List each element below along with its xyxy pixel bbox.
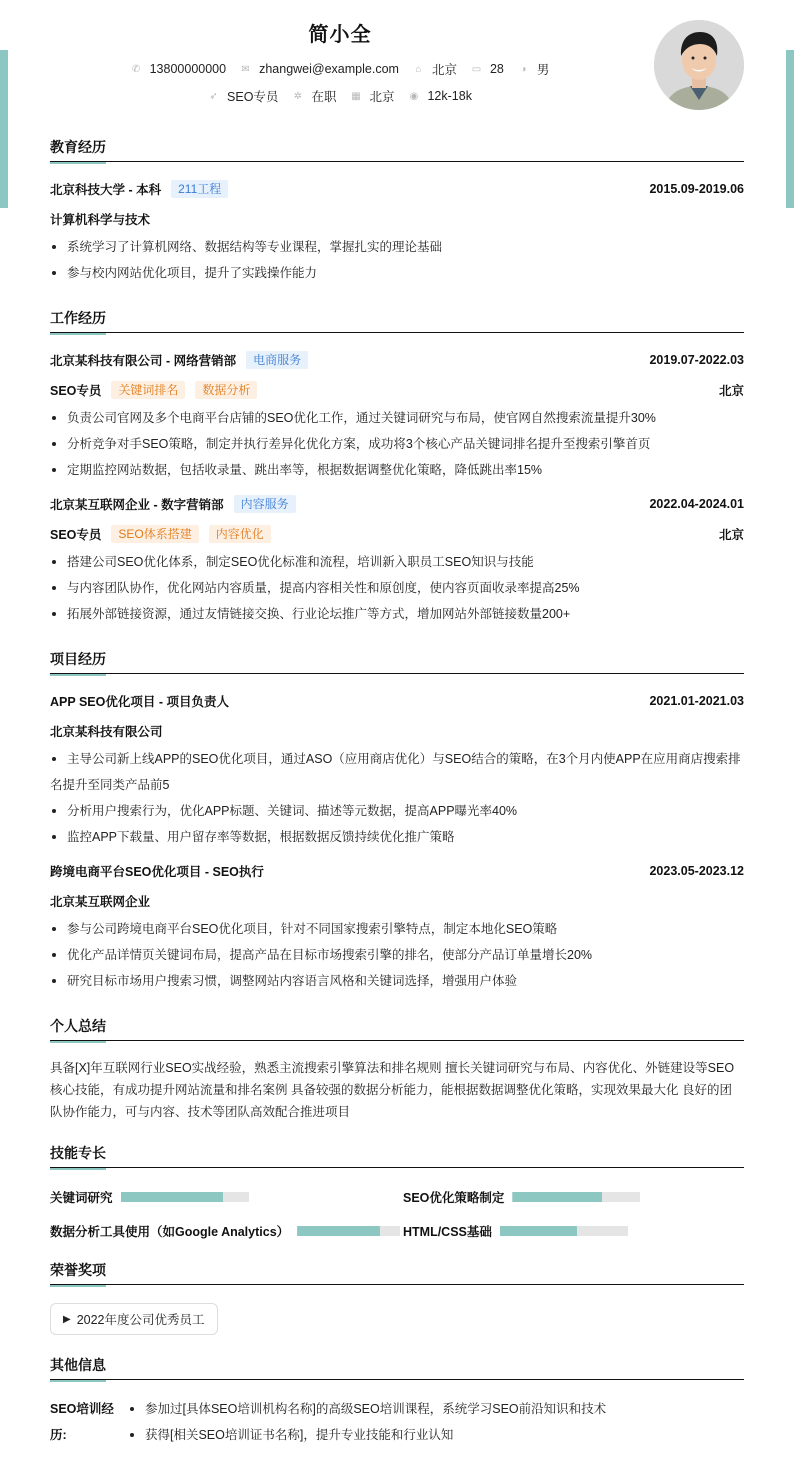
summary-text: 具备[X]年互联网行业SEO实战经验，熟悉主流搜索引擎算法和排名规则 擅长关键词研究与布局、内容优化、外链建设等SEO核心技能，有成功提升网站流量和排名案例 具备较强的数据分析能力，能根据数据调整优化策略，实现效果最大化 良好的团队协作能力，可与内容、技术等团队高效配合推进项目 (50, 1061, 735, 1119)
job-period: 2022.04-2024.01 (649, 497, 744, 511)
phone-icon: ✆ (131, 63, 141, 75)
list-item: 获得[相关SEO培训证书名称]，提升专业技能和行业认知 (128, 1422, 606, 1448)
project-name: APP SEO优化项目 - 项目负责人 (50, 695, 229, 709)
list-item: 系统学习了计算机网络、数据结构等专业课程，掌握扎实的理论基础 (50, 234, 744, 260)
list-item: 监控APP下载量、用户留存率等数据，根据数据反馈持续优化推广策略 (50, 824, 744, 850)
job-role-row (50, 521, 744, 547)
section-title: 其他信息 (50, 1355, 744, 1380)
resume-page (50, 0, 744, 1448)
age-item (471, 62, 504, 76)
status-icon: ✲ (293, 90, 303, 102)
education-section (50, 137, 744, 286)
skills-section (50, 1143, 744, 1242)
salary-text: 12k-18k (427, 89, 472, 103)
section-title: 技能专长 (50, 1143, 744, 1168)
gender-icon: ◑ (520, 63, 527, 75)
email-item (240, 62, 399, 76)
other-info (50, 1396, 744, 1448)
contact-row-2 (50, 87, 630, 105)
phone-item (131, 62, 226, 76)
work-section (50, 308, 744, 627)
gender-text: 男 (536, 63, 550, 77)
job-text: SEO专员 (227, 90, 279, 104)
project-company-row (50, 718, 744, 744)
skill-name: 数据分析工具使用（如Google Analytics） (50, 1225, 290, 1239)
skill-tag: 数据分析 (195, 381, 257, 399)
skill-item (403, 1220, 744, 1242)
gender-item (518, 60, 550, 78)
list-item: 负责公司官网及多个电商平台店铺的SEO优化工作，通过关键词研究与布局，使官网自然搜索流量提升30% (50, 405, 744, 431)
project-header-row (50, 858, 744, 884)
skill-item (50, 1186, 403, 1208)
list-item: 主导公司新上线APP的SEO优化项目，通过ASO（应用商店优化）与SEO结合的策略，在3个月内使APP在应用商店搜索排名提升至同类产品前5 (50, 746, 744, 798)
job-header-row (50, 347, 744, 373)
job-location: 北京 (718, 384, 744, 398)
section-title: 教育经历 (50, 137, 744, 162)
salary-icon: ◉ (409, 90, 419, 102)
education-header-row (50, 176, 744, 202)
skill-name: 关键词研究 (50, 1191, 113, 1205)
section-title: 工作经历 (50, 308, 744, 333)
award-item[interactable] (50, 1303, 218, 1335)
skill-fill (500, 1226, 577, 1236)
skill-tag: 关键词排名 (111, 381, 185, 399)
resume-header (50, 0, 744, 125)
list-item: 研究目标市场用户搜索习惯，调整网站内容语言风格和关键词选择，增强用户体验 (50, 968, 744, 994)
school-tag: 211工程 (171, 180, 228, 198)
skill-tag: 内容优化 (209, 525, 271, 543)
status-item (292, 87, 336, 105)
job-location: 北京 (718, 528, 744, 542)
hometown-text: 北京 (431, 63, 457, 77)
list-item: 搭建公司SEO优化体系，制定SEO优化标准和流程，培训新入职员工SEO知识与技能 (50, 549, 744, 575)
job-item (208, 87, 278, 105)
home-icon: ⌂ (415, 63, 422, 75)
age-text: 28 (489, 62, 504, 76)
section-title: 个人总结 (50, 1016, 744, 1041)
list-item: 与内容团队协作，优化网站内容质量，提高内容相关性和原创度，使内容页面收录率提高25% (50, 575, 744, 601)
skills-grid (50, 1186, 744, 1242)
job-role: SEO专员 (50, 384, 102, 398)
list-item: 参与校内网站优化项目，提升了实践操作能力 (50, 260, 744, 286)
company-name: 北京某科技有限公司 - 网络营销部 (50, 354, 237, 368)
avatar-portrait-icon (654, 20, 744, 110)
awards-section (50, 1260, 744, 1335)
job-role-row (50, 377, 744, 403)
skill-bar (297, 1226, 400, 1236)
project-company-row (50, 888, 744, 914)
skill-bar (500, 1226, 628, 1236)
left-accent-bar (0, 50, 8, 208)
age-icon: ▭ (471, 63, 482, 75)
candidate-name: 简小全 (308, 24, 372, 46)
phone-text: 13800000000 (149, 62, 227, 76)
other-section (50, 1355, 744, 1448)
skill-name: HTML/CSS基础 (403, 1225, 492, 1239)
building-icon: ▦ (351, 90, 361, 102)
projects-section (50, 649, 744, 994)
salary-item (408, 89, 471, 103)
project-company: 北京某科技有限公司 (50, 725, 163, 739)
skill-fill (121, 1192, 223, 1202)
project-company: 北京某互联网企业 (50, 895, 151, 909)
skill-bar (512, 1192, 640, 1202)
company-name: 北京某互联网企业 - 数字营销部 (50, 498, 224, 512)
skill-item (403, 1186, 744, 1208)
skill-name: SEO优化策略制定 (403, 1191, 505, 1205)
industry-tag: 内容服务 (234, 495, 296, 513)
avatar (654, 20, 744, 110)
expand-triangle-icon: ▶ (63, 1313, 71, 1325)
skill-item (50, 1220, 403, 1242)
skill-tag: SEO体系搭建 (111, 525, 198, 543)
project-name: 跨境电商平台SEO优化项目 - SEO执行 (50, 865, 264, 879)
list-item: 优化产品详情页关键词布局，提高产品在目标市场搜索引擎的排名，使部分产品订单量增长20% (50, 942, 744, 968)
industry-tag: 电商服务 (246, 351, 308, 369)
skill-fill (512, 1192, 602, 1202)
job-header-row (50, 491, 744, 517)
project-entry (50, 858, 744, 994)
list-item: 分析竞争对手SEO策略，制定并执行差异化优化方案，成功将3个核心产品关键词排名提升至搜索引擎首页 (50, 431, 744, 457)
project-entry (50, 688, 744, 850)
award-text: 2022年度公司优秀员工 (76, 1313, 205, 1327)
status-text: 在职 (311, 90, 337, 104)
job-period: 2019.07-2022.03 (649, 353, 744, 367)
list-item: 分析用户搜索行为，优化APP标题、关键词、描述等元数据，提高APP曝光率40% (50, 798, 744, 824)
job-icon: ➶ (209, 90, 218, 102)
city-text: 北京 (369, 90, 395, 104)
mail-icon: ✉ (241, 63, 250, 75)
right-accent-bar (786, 50, 794, 208)
school-name: 北京科技大学 - 本科 (50, 183, 162, 197)
education-period: 2015.09-2019.06 (649, 182, 744, 196)
project-bullets (50, 746, 744, 850)
major-row (50, 206, 744, 232)
job-entry (50, 491, 744, 627)
job-bullets (50, 549, 744, 627)
project-period: 2021.01-2021.03 (649, 694, 744, 708)
list-item: 定期监控网站数据，包括收录量、跳出率等，根据数据调整优化策略，降低跳出率15% (50, 457, 744, 483)
list-item: 参加过[具体SEO培训机构名称]的高级SEO培训课程，系统学习SEO前沿知识和技术 (128, 1396, 606, 1422)
contact-row-1 (50, 60, 630, 78)
skill-fill (297, 1226, 379, 1236)
hometown-item (413, 60, 457, 78)
city-item (350, 87, 394, 105)
job-bullets (50, 405, 744, 483)
education-bullets (50, 234, 744, 286)
project-header-row (50, 688, 744, 714)
email-text: zhangwei@example.com (259, 62, 399, 76)
project-period: 2023.05-2023.12 (649, 864, 744, 878)
other-bullets (128, 1396, 606, 1448)
summary-section (50, 1016, 744, 1123)
section-title: 荣誉奖项 (50, 1260, 744, 1285)
list-item: 参与公司跨境电商平台SEO优化项目，针对不同国家搜索引擎特点，制定本地化SEO策略 (50, 916, 744, 942)
project-bullets (50, 916, 744, 994)
section-title: 项目经历 (50, 649, 744, 674)
skill-bar (121, 1192, 249, 1202)
list-item: 拓展外部链接资源，通过友情链接交换、行业论坛推广等方式，增加网站外部链接数量200+ (50, 601, 744, 627)
job-entry (50, 347, 744, 483)
job-role: SEO专员 (50, 528, 102, 542)
other-label: SEO培训经历: (50, 1402, 114, 1442)
major: 计算机科学与技术 (50, 213, 151, 227)
